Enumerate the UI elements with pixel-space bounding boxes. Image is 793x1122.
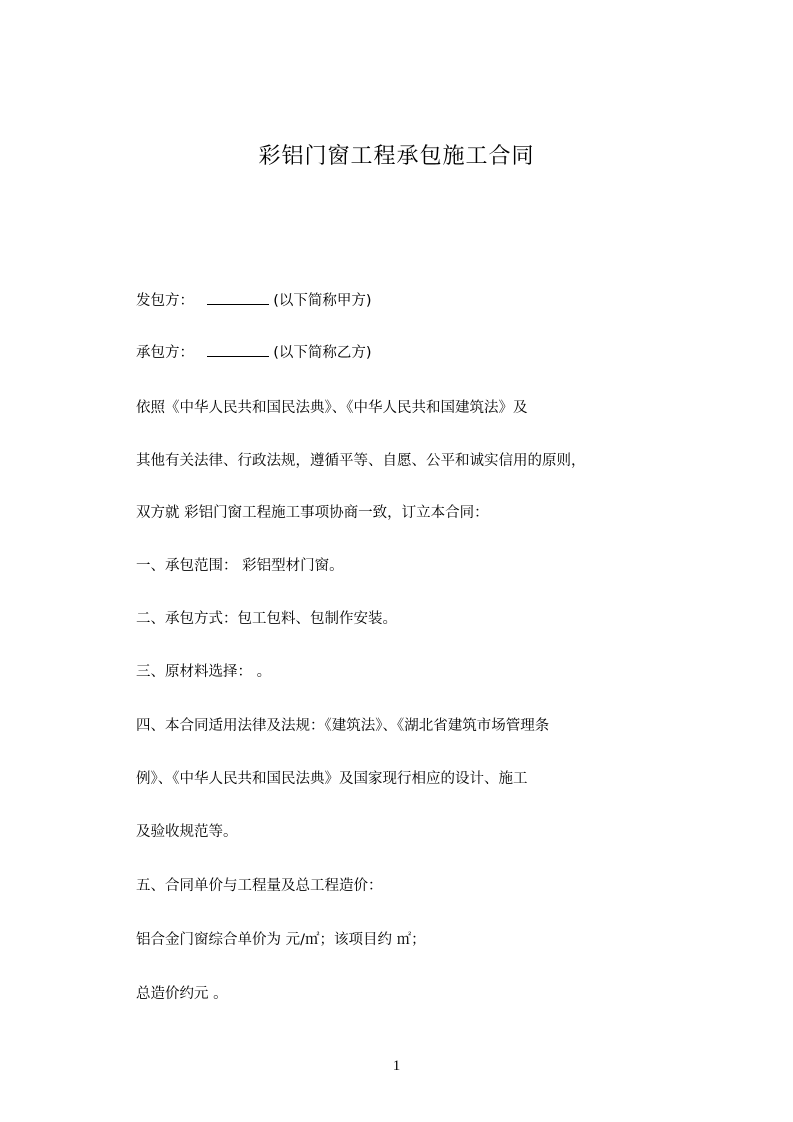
- clause-2-method: 二、承包方式：包工包料、包制作安装。: [136, 611, 397, 627]
- party-a-label: 发包方：: [136, 293, 194, 309]
- party-b-suffix: (以下简称乙方): [273, 345, 372, 361]
- party-a-line: [136, 291, 372, 311]
- page-number: 1: [392, 1058, 401, 1074]
- party-b-line: [136, 343, 372, 363]
- party-a-blank: [207, 292, 269, 305]
- party-b-blank: [207, 344, 269, 357]
- clause-5-price-heading: 五、合同单价与工程量及总工程造价：: [136, 878, 383, 894]
- body-line-1: 依照《中华人民共和国民法典》、《中华人民共和国建筑法》及: [136, 400, 528, 416]
- clause-5-total-price: 总造价约元 。: [136, 986, 228, 1002]
- body-line-3: 双方就 彩铝门窗工程施工事项协商一致，订立本合同：: [136, 505, 489, 521]
- clause-1-scope: 一、承包范围： 彩铝型材门窗。: [136, 558, 344, 574]
- body-line-2: 其他有关法律、行政法规，遵循平等、自愿、公平和诚实信用的原则，: [136, 453, 586, 469]
- clause-3-materials: 三、原材料选择： 。: [136, 664, 272, 680]
- clause-4-laws-line-1: 四、本合同适用法律及法规：《建筑法》、《湖北省建筑市场管理条: [136, 718, 550, 734]
- clause-4-laws-line-3: 及验收规范等。: [136, 824, 238, 840]
- party-b-label: 承包方：: [136, 345, 194, 361]
- party-a-suffix: (以下简称甲方): [273, 293, 372, 309]
- clause-5-unit-price: 铝合金门窗综合单价为 元/㎡；该项目约 ㎡；: [136, 932, 426, 948]
- clause-4-laws-line-2: 例》、《中华人民共和国民法典》及国家现行相应的设计、施工: [136, 771, 528, 787]
- document-title: 彩铝门窗工程承包施工合同: [258, 144, 535, 169]
